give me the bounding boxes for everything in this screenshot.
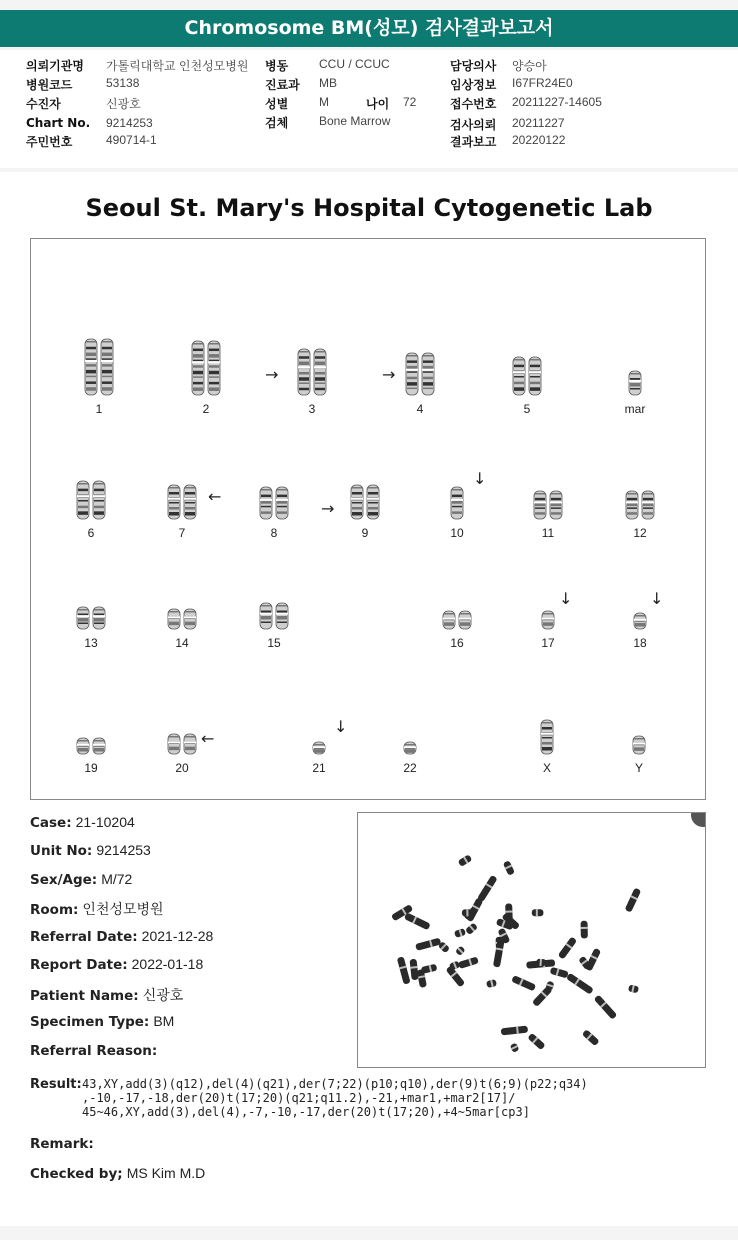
patient-row	[30, 985, 183, 1005]
chromosome-label: 7	[178, 526, 186, 540]
result-line-3: 45~46,XY,add(3),del(4),-7,-10,-17,der(20)t(17;20),+4~5mar[cp3]	[82, 1105, 530, 1119]
report-date-label: 결과보고	[450, 135, 497, 149]
chromosome-label: mar	[624, 402, 646, 416]
arrow-down-icon: ↓	[334, 717, 348, 736]
karyogram-panel	[30, 238, 706, 800]
chromosome-10	[450, 486, 464, 520]
report-date-row	[30, 956, 203, 973]
arrow-down-icon: ↓	[473, 469, 487, 488]
chromosome-15	[259, 602, 289, 630]
hospital-code-value: 53138	[106, 76, 140, 90]
chromosome-label: 4	[416, 402, 424, 416]
result-line-2: ,-10,-17,-18,der(20)t(17;20)(q21;q11.2),-21,+mar1,+mar2[17]/	[82, 1091, 516, 1105]
metaphase-chromosome	[415, 938, 441, 951]
chromosome-21	[312, 741, 326, 755]
recipient-label: 수진자	[26, 97, 61, 111]
specimen-type-row	[30, 1013, 174, 1030]
patient-label: Patient Name:	[30, 988, 139, 1004]
chromosome-19	[76, 737, 106, 755]
metaphase-chromosome	[594, 994, 618, 1019]
hospital-code-label: 병원코드	[26, 78, 73, 92]
checked-by-label: Checked by;	[30, 1166, 123, 1182]
age-label: 나이	[366, 97, 390, 111]
sex-label: 성별	[265, 97, 289, 111]
unit-label: Unit No:	[30, 843, 93, 859]
chromosome-label: 18	[633, 636, 647, 650]
sexage-label: Sex/Age:	[30, 872, 98, 888]
chromosome-7	[167, 484, 197, 520]
chromosome-label: 15	[267, 636, 281, 650]
metaphase-chromosome	[486, 979, 497, 988]
chromosome-13	[76, 606, 106, 630]
metaphase-chromosome	[493, 937, 505, 967]
chromosome-label: 16	[450, 636, 464, 650]
chromosome-6	[76, 480, 106, 520]
age-value: 72	[403, 95, 417, 109]
sexage-value: M/72	[101, 871, 133, 887]
metaphase-image	[357, 812, 706, 1068]
chromosome-5	[512, 356, 542, 396]
chromosome-8	[259, 486, 289, 520]
chromosome-label: X	[542, 761, 551, 775]
room-label: Room:	[30, 902, 79, 918]
metaphase-chromosome	[566, 973, 594, 995]
institution-label: 의뢰기관명	[26, 59, 84, 73]
room-value: 인천성모병원	[82, 901, 164, 917]
chromosome-label: 10	[450, 526, 464, 540]
department-label: 진료과	[265, 78, 300, 92]
clinical-label: 임상정보	[450, 78, 497, 92]
case-label: Case:	[30, 815, 72, 831]
chromosome-4	[405, 352, 435, 396]
chromosome-label: 8	[270, 526, 278, 540]
header-info-panel	[0, 50, 738, 168]
chromosome-label: 22	[403, 761, 417, 775]
chromosome-2	[191, 340, 221, 396]
room-row	[30, 899, 164, 919]
sexage-row	[30, 871, 132, 888]
ward-label: 병동	[265, 59, 289, 73]
metaphase-cell-fragment	[691, 813, 706, 827]
chromosome-label: 5	[523, 402, 531, 416]
chromosome-22	[403, 741, 417, 755]
metaphase-chromosome	[628, 984, 639, 993]
chromosome-Y	[632, 735, 646, 755]
chromosome-label: 2	[202, 402, 210, 416]
chromosome-label: 14	[175, 636, 189, 650]
referral-date-label: Referral Date:	[30, 929, 138, 945]
report-body	[0, 172, 738, 1226]
chromosome-label: Y	[634, 761, 643, 775]
metaphase-chromosome	[558, 936, 578, 959]
report-date-info-label: Report Date:	[30, 957, 128, 973]
metaphase-chromosome	[454, 928, 466, 938]
chromosome-16	[442, 610, 472, 630]
arrow-right-icon: →	[382, 365, 396, 384]
doctor-label: 담당의사	[450, 59, 497, 73]
case-value: 21-10204	[75, 814, 135, 830]
report-date-info-value: 2022-01-18	[131, 956, 204, 972]
specimen-type-value: BM	[153, 1013, 175, 1029]
specimen-label: 검체	[265, 116, 289, 130]
specimen-type-label: Specimen Type:	[30, 1014, 150, 1030]
chart-no-label: Chart No.	[26, 116, 91, 130]
unit-row	[30, 842, 151, 859]
report-date-value: 20220122	[512, 133, 566, 147]
patient-value: 신광호	[142, 987, 184, 1003]
chromosome-20	[167, 733, 197, 755]
metaphase-chromosome	[462, 909, 472, 916]
report-title: Chromosome BM(성모) 검사결과보고서	[0, 10, 738, 47]
chromosome-9	[350, 484, 380, 520]
result-label: Result:	[30, 1077, 82, 1092]
metaphase-chromosome	[550, 967, 569, 979]
chromosome-label: 9	[361, 526, 369, 540]
chromosome-label: 13	[84, 636, 98, 650]
chromosome-14	[167, 608, 197, 630]
metaphase-chromosome	[501, 1026, 528, 1036]
chromosome-X	[540, 719, 554, 755]
chromosome-12	[625, 490, 655, 520]
arrow-left-icon: ←	[208, 487, 222, 506]
resident-no-value: 490714-1	[106, 133, 157, 147]
metaphase-chromosome	[410, 959, 419, 981]
chromosome-label: 20	[175, 761, 189, 775]
arrow-down-icon: ↓	[559, 589, 573, 608]
checked-by-value: MS Kim M.D	[126, 1165, 206, 1181]
clinical-value: I67FR24E0	[512, 76, 573, 90]
chromosome-label: 17	[541, 636, 555, 650]
chromosome-label: 1	[95, 402, 103, 416]
case-row	[30, 814, 135, 831]
chromosome-label: 19	[84, 761, 98, 775]
chromosome-17	[541, 610, 555, 630]
chromosome-mar	[628, 370, 642, 396]
metaphase-chromosome	[511, 975, 536, 991]
metaphase-chromosome	[455, 945, 466, 956]
referral-date-row	[30, 928, 213, 945]
metaphase-chromosome	[625, 888, 642, 913]
chromosome-18	[633, 612, 647, 630]
checked-by-row	[30, 1165, 205, 1182]
arrow-right-icon: →	[265, 365, 279, 384]
result-line-1: 43,XY,add(3)(q12),del(4)(q21),der(7;22)(p10;q10),der(9)t(6;9)(p22;q34)	[82, 1077, 588, 1091]
specimen-value: Bone Marrow	[319, 114, 391, 128]
metaphase-chromosome	[536, 959, 546, 967]
lab-title: Seoul St. Mary's Hospital Cytogenetic Lab	[85, 194, 653, 222]
sex-value: M	[319, 95, 329, 109]
metaphase-chromosome	[458, 956, 479, 969]
remark-label: Remark:	[30, 1136, 94, 1152]
resident-no-label: 주민번호	[26, 135, 73, 149]
metaphase-chromosome	[397, 956, 411, 984]
result-value	[82, 1077, 682, 1119]
arrow-left-icon: ←	[201, 729, 215, 748]
referral-date-value: 2021-12-28	[141, 928, 214, 944]
metaphase-chromosome	[527, 1033, 545, 1050]
metaphase-chromosome	[404, 912, 431, 930]
metaphase-chromosome	[421, 964, 438, 974]
chromosome-label: 6	[87, 526, 95, 540]
arrow-down-icon: ↓	[650, 589, 664, 608]
request-label: 검사의뢰	[450, 118, 497, 132]
arrow-right-icon: →	[321, 499, 335, 518]
metaphase-chromosome	[505, 903, 513, 924]
receipt-label: 접수번호	[450, 97, 497, 111]
referral-reason-label: Referral Reason:	[30, 1043, 158, 1059]
chromosome-3	[297, 348, 327, 396]
metaphase-spread	[358, 813, 706, 1068]
chromosome-1	[84, 338, 114, 396]
request-value: 20211227	[512, 116, 565, 130]
unit-value: 9214253	[96, 842, 151, 858]
ward-value: CCU / CCUC	[319, 57, 390, 71]
referral-reason-row	[30, 1042, 161, 1059]
recipient-value: 신광호	[106, 97, 141, 111]
metaphase-chromosome	[503, 860, 515, 876]
chromosome-label: 21	[312, 761, 326, 775]
chromosome-label: 11	[541, 526, 555, 540]
doctor-value: 양승아	[512, 59, 547, 73]
chromosome-11	[533, 490, 563, 520]
metaphase-chromosome	[458, 854, 473, 867]
metaphase-chromosome	[465, 922, 478, 935]
metaphase-chromosome	[581, 921, 588, 939]
metaphase-chromosome	[510, 1043, 520, 1053]
metaphase-chromosome	[477, 875, 498, 902]
receipt-value: 20211227-14605	[512, 95, 602, 109]
metaphase-chromosome	[582, 1029, 600, 1046]
institution-value: 가톨릭대학교 인천성모병원	[106, 59, 249, 73]
chromosome-label: 12	[633, 526, 647, 540]
department-value: MB	[319, 76, 337, 90]
chromosome-label: 3	[308, 402, 316, 416]
metaphase-chromosome	[532, 909, 544, 916]
chart-no-value: 9214253	[106, 116, 153, 130]
